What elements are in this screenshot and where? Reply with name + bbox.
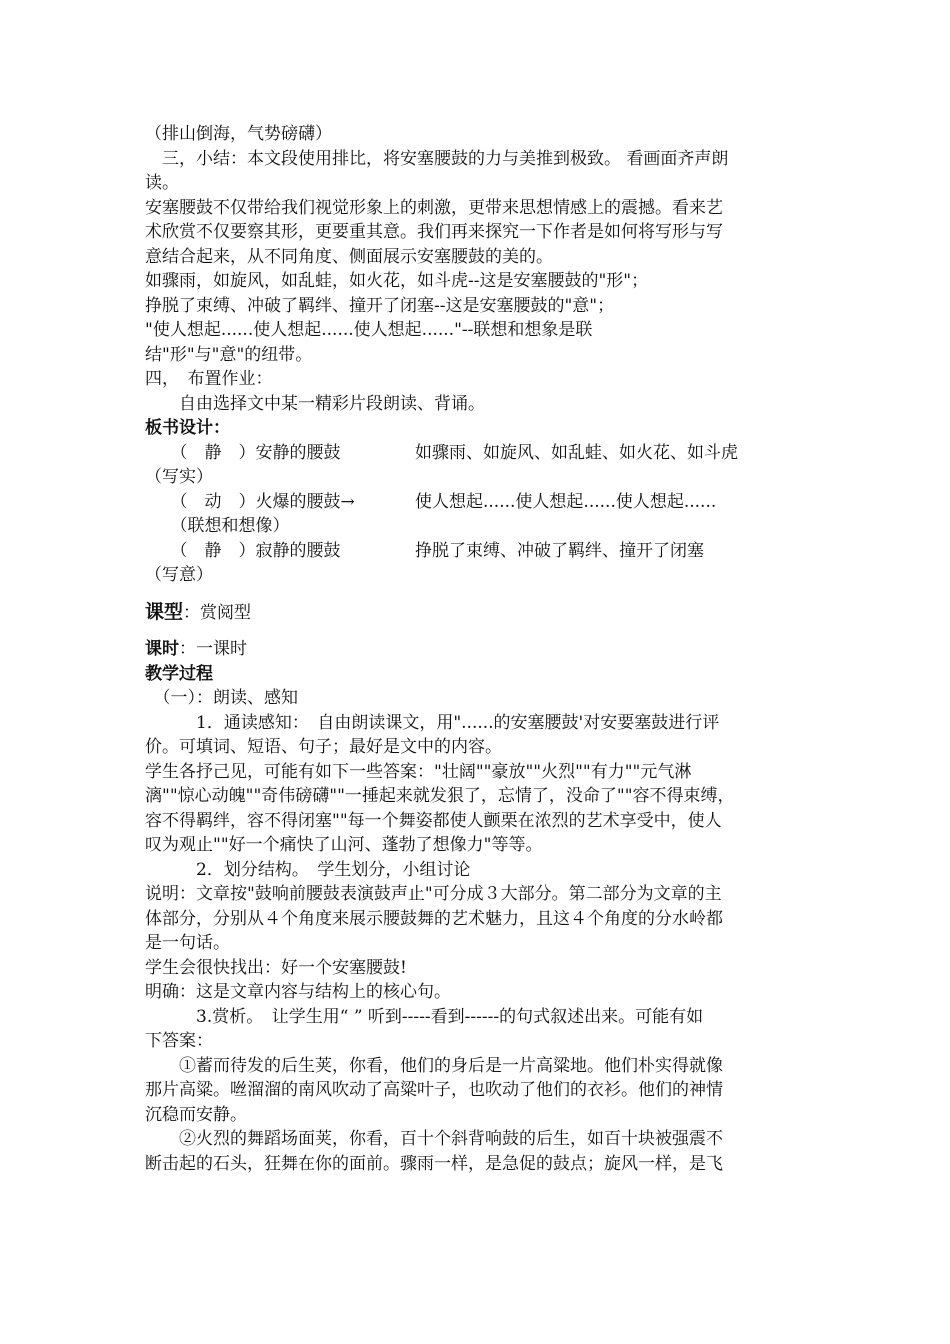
board-note: （联想和想像） [145,516,290,536]
board-left-cell: （ 静 ）安静的腰鼓 [145,442,341,463]
section-heading: 四， 布置作业： [145,369,273,389]
text-line: 如骤雨，如旋风，如乱蛙，如火花，如斗虎--这是安塞腰鼓的"形"； [145,271,649,291]
text-line: 术欣赏不仅要察其形，更要重其意。我们再来探究一下作者是如何将写形与写 [145,222,723,242]
text-line: 说明：文章按"鼓响前腰鼓表演鼓声止"可分成３大部分。第二部分为文章的主 [145,884,722,904]
board-row [145,539,815,564]
process-heading: 教学过程 [145,663,213,684]
text-line: 安塞腰鼓不仅带给我们视觉形象上的刺激，更带来思想情感上的震撼。看来艺 [145,197,723,218]
text-line: （一）：朗读、感知 [145,688,298,708]
text-line: 2．划分结构。 学生划分，小组讨论 [145,859,471,880]
lesson-hours-label: 课时 [145,639,179,659]
text-line: 价。可填词、短语、句子；最好是文中的内容。 [145,737,502,757]
board-left-cell: （ 动 ）火爆的腰鼓→ [145,491,355,512]
text-line: 意结合起来，从不同角度、侧面展示安塞腰鼓的美的。 [145,246,553,267]
text-line: 断击起的石头，狂舞在你的面前。骤雨一样，是急促的鼓点；旋风一样，是飞 [145,1153,723,1174]
board-left-cell: （ 静 ）寂静的腰鼓 [145,540,341,561]
text-line: 自由选择文中某一精彩片段朗读、背诵。 [145,393,485,414]
board-note: （写意） [145,565,213,585]
text-line: （排山倒海，气势磅礴） [145,124,332,144]
text-line: 结"形"与"意"的纽带。 [145,344,313,365]
board-row [145,441,815,466]
lesson-type-value: ：赏阅型 [183,602,252,623]
text-line: 容不得羁绊，容不得闭塞""每一个舞姿都使人颤栗在浓烈的艺术享受中，使人 [145,810,722,831]
text-line: 是一句话。 [145,933,230,953]
lesson-hours-value: ：一课时 [179,639,247,659]
text-line: 学生会很快找出：好一个安塞腰鼓! [145,957,407,978]
text-line: 明确：这是文章内容与结构上的核心句。 [145,982,451,1002]
lesson-type [145,600,815,626]
board-right-cell: 挣脱了束缚、冲破了羁绊、撞开了闭塞 [415,540,704,561]
text-line: ②火烈的舞蹈场面荚，你看，百十个斜背响鼓的后生，如百十块被强震不 [145,1129,723,1149]
text-line: 下答案： [145,1031,213,1051]
text-line: 3.赏析。 让学生用“ ” 听到-----看到------的句式叙述出来。可能有如 [145,1006,704,1027]
text-line: 沉稳而安静。 [145,1104,247,1125]
text-line: 体部分，分别从４个角度来展示腰鼓舞的艺术魅力，且这４个角度的分水岭都 [145,908,723,929]
board-right-cell: 如骤雨、如旋风、如乱蛙、如火花、如斗虎 [415,442,738,463]
board-note: （写实） [145,467,213,487]
text-line: 学生各抒己见，可能有如下一些答案："壮阔""豪放""火烈""有力""元气淋 [145,761,692,782]
document-page [145,122,815,1176]
text-line: 三，小结：本文段使用排比，将安塞腰鼓的力与美推到极致。 看画面齐声朗 [145,148,729,169]
board-row [145,490,815,515]
text-line: 读。 [145,173,179,193]
text-line: 挣脱了束缚、冲破了羁绊、撞开了闭塞--这是安塞腰鼓的"意"； [145,295,615,316]
text-line: 叹为观止""好一个痛快了山河、蓬勃了想像力"等等。 [145,835,543,855]
text-line: 1．通读感知： 自由朗读课文，用"......的安塞腰鼓'对安要塞鼓进行评 [145,712,720,733]
lesson-hours [145,637,815,662]
text-line: ①蓄而待发的后生荚，你看，他们的身后是一片高粱地。他们朴实得就像 [145,1055,723,1076]
text-line: 那片高粱。咝溜溜的南风吹动了高粱叶子，也吹动了他们的衣衫。他们的神情 [145,1080,723,1100]
board-design-heading: 板书设计： [145,418,230,438]
board-right-cell: 使人想起......使人想起......使人想起...... [415,491,717,512]
lesson-type-label: 课型 [145,600,184,623]
text-line: "使人想起......使人想起......使人想起......"--联想和想象是联 [145,320,593,340]
text-line: 漓""惊心动魄""奇伟磅礴""一捶起来就发狠了，忘情了，没命了""容不得束缚， [145,786,735,806]
